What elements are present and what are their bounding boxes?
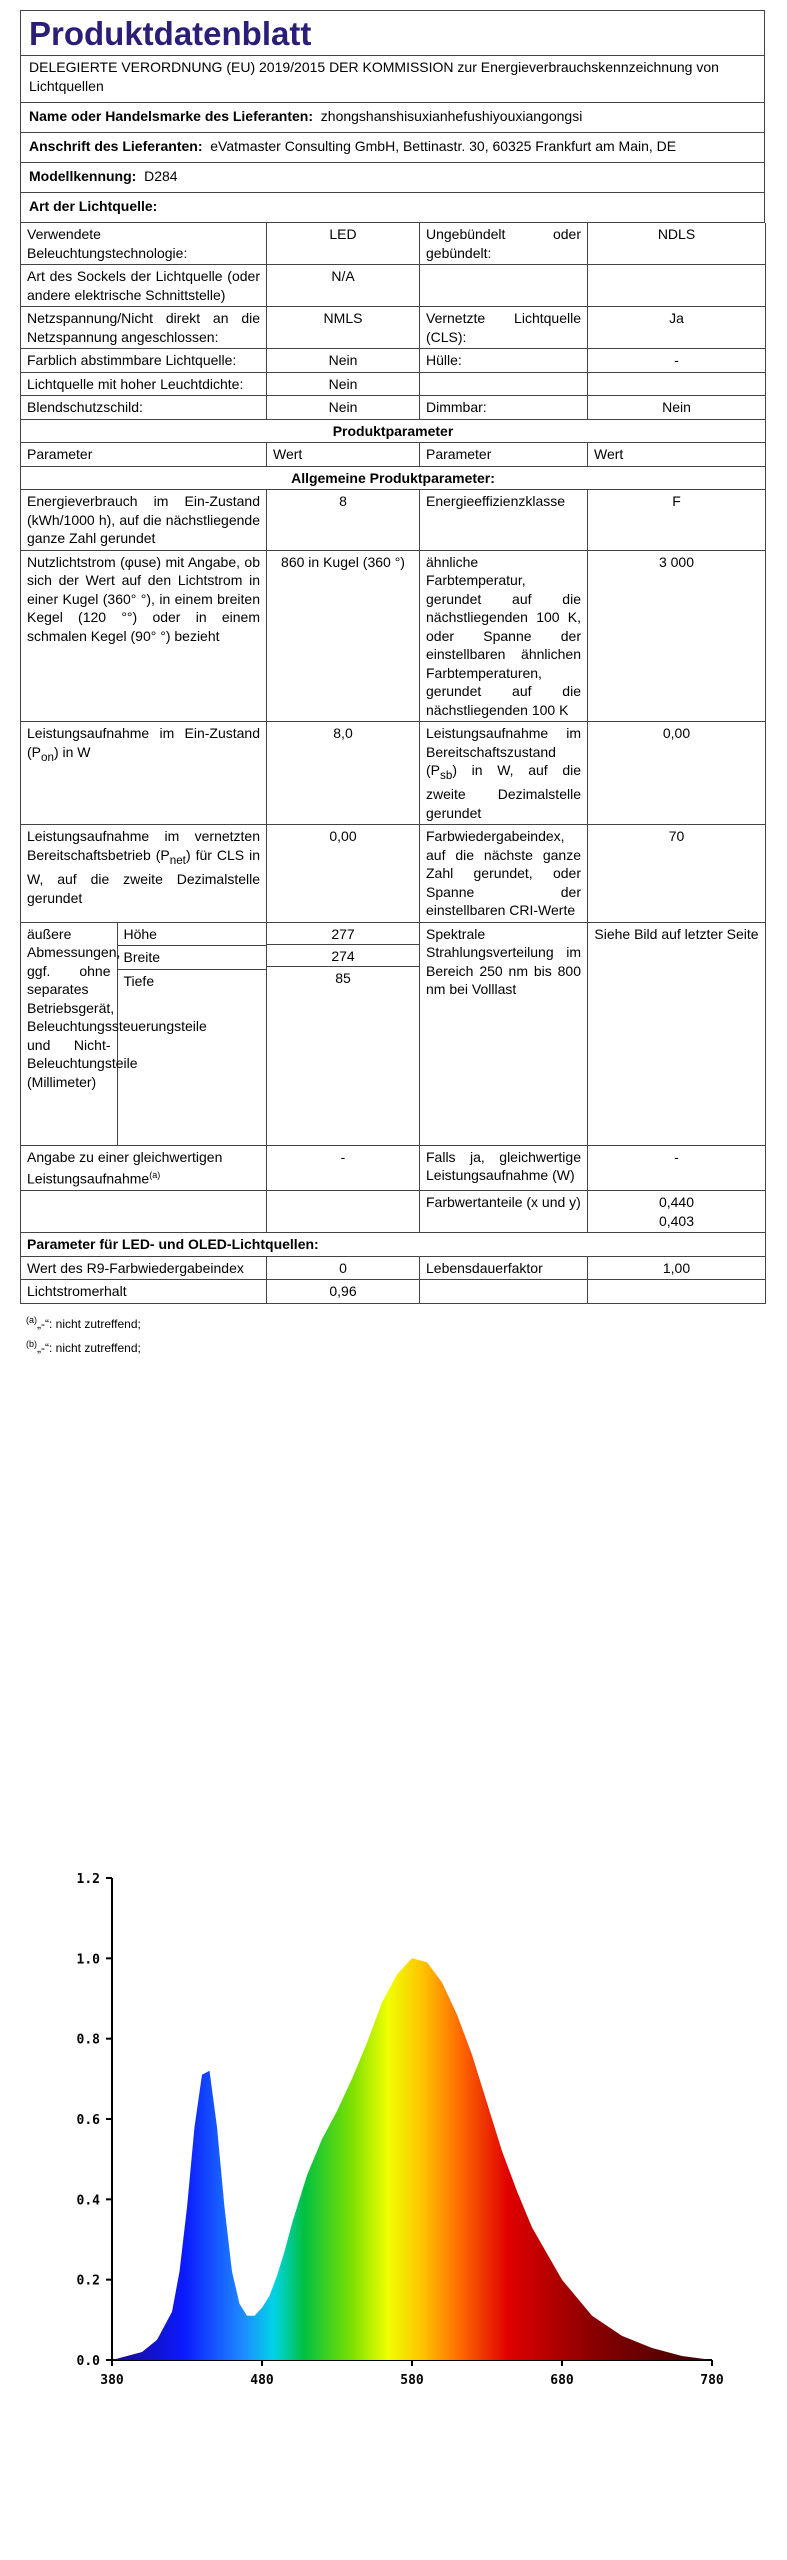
param-label	[420, 722, 588, 825]
param-label: Falls ja, gleichwertige Leistungsaufnahme (W)	[420, 1145, 588, 1191]
product-datasheet	[20, 10, 765, 1358]
height-value: 277	[267, 923, 419, 945]
y-tick-label: 0.4	[76, 2193, 100, 2209]
param-label: Blendschutzschild:	[21, 396, 267, 420]
param-value: Ja	[588, 307, 766, 349]
table-row	[21, 265, 766, 307]
param-label: Netzspannung/Nicht direkt an die Netzspannung angeschlossen:	[21, 307, 267, 349]
param-value: Nein	[588, 396, 766, 420]
lightsource-section-heading	[20, 193, 765, 223]
empty-cell	[588, 1280, 766, 1304]
param-label: Energieverbrauch im Ein-Zustand (kWh/1000 h), auf die nächstliegende ganze Zahl gerundet	[21, 490, 267, 551]
param-value: 0	[267, 1256, 420, 1280]
param-value: 0,96	[267, 1280, 420, 1304]
label-part: ) für CLS in W, auf die zweite Dezimalstelle gerundet	[27, 846, 260, 906]
spectrum-svg	[20, 1820, 765, 2540]
footnote-a	[26, 1310, 765, 1334]
spectrum-chart	[20, 1820, 765, 2540]
footnote-marker: (a)	[26, 1314, 37, 1325]
column-header: Wert	[267, 443, 420, 467]
param-value: 0,00	[588, 722, 766, 825]
table-row	[21, 490, 766, 551]
label-subscript: on	[41, 750, 54, 764]
table-row	[21, 307, 766, 349]
height-label: Höhe	[117, 923, 266, 946]
param-value: F	[588, 490, 766, 551]
footnote-marker: (b)	[26, 1338, 37, 1349]
param-value: 3 000	[588, 550, 766, 722]
footnote-text: „-“: nicht zutreffend;	[37, 1316, 141, 1331]
led-section-heading: Parameter für LED- und OLED-Lichtquellen:	[21, 1233, 766, 1257]
empty-cell	[588, 372, 766, 396]
empty-cell	[21, 1191, 267, 1233]
table-row	[21, 349, 766, 373]
supplier-address-value: eVatmaster Consulting GmbH, Bettinastr. 30, 60325 Frankfurt am Main, DE	[210, 138, 677, 154]
table-row	[21, 396, 766, 420]
x-tick-label: 380	[100, 2373, 124, 2388]
column-header: Wert	[588, 443, 766, 467]
model-value: D284	[144, 168, 178, 184]
param-value: Siehe Bild auf letzter Seite	[588, 922, 766, 1145]
table-row	[21, 550, 766, 722]
param-label: Nutzlichtstrom (φuse) mit Angabe, ob sich der Wert auf den Lichtstrom in einer Kugel (360° °), in einem breiten Kegel (120 °°) oder in einem schmalen Kegel (90° °) bezieht	[21, 550, 267, 722]
param-label: ähnliche Farbtemperatur, gerundet auf die nächstliegenden 100 K, oder Spanne der einstellbaren ähnlichen Farbtemperaturen, gerundet auf die nächstliegenden 100 K	[420, 550, 588, 722]
table-row	[21, 1256, 766, 1280]
param-value: 860 in Kugel (360 °)	[267, 550, 420, 722]
param-value: 0,00	[267, 825, 420, 923]
footnote-b	[26, 1334, 765, 1358]
dimensions-cell	[21, 922, 267, 1145]
table-header-row	[21, 443, 766, 467]
table-row	[21, 922, 766, 1145]
supplier-address-row	[20, 133, 765, 163]
footnotes	[20, 1304, 765, 1358]
param-label: Hülle:	[420, 349, 588, 373]
y-tick-label: 0.2	[76, 2273, 100, 2289]
empty-cell	[420, 1280, 588, 1304]
empty-cell	[420, 265, 588, 307]
label-subscript: net	[169, 853, 186, 867]
table-row	[21, 1145, 766, 1191]
supplier-name-row	[20, 103, 765, 133]
table-row	[21, 1233, 766, 1257]
param-value: 8	[267, 490, 420, 551]
table-row	[21, 419, 766, 443]
depth-value: 85	[335, 969, 351, 986]
page-title: Produktdatenblatt	[20, 10, 765, 56]
footnote-ref: (a)	[149, 1170, 161, 1181]
param-value: -	[588, 349, 766, 373]
param-value: N/A	[267, 265, 420, 307]
param-label: Spektrale Strahlungsverteilung im Bereich 250 nm bis 800 nm bei Volllast	[420, 922, 588, 1145]
param-value: Nein	[267, 396, 420, 420]
label-subscript: sb	[440, 768, 453, 782]
param-label	[21, 722, 267, 825]
params-section-heading: Produktparameter	[21, 419, 766, 443]
table-row	[21, 1191, 766, 1233]
param-label: Verwendete Beleuchtungstechnologie:	[21, 223, 267, 265]
width-value: 274	[267, 945, 419, 967]
param-label: Wert des R9-Farbwiedergabeindex	[21, 1256, 267, 1280]
param-label: Ungebündelt oder gebündelt:	[420, 223, 588, 265]
param-label: Lichtquelle mit hoher Leuchtdichte:	[21, 372, 267, 396]
model-row	[20, 163, 765, 193]
label-part: ) in W, auf die zweite Dezimalstelle gerundet	[426, 762, 581, 821]
column-header: Parameter	[420, 443, 588, 467]
param-label: Dimmbar:	[420, 396, 588, 420]
empty-cell	[588, 265, 766, 307]
param-value	[588, 1191, 766, 1233]
table-row	[21, 372, 766, 396]
chroma-y: 0,403	[658, 1212, 695, 1229]
param-value: -	[267, 1145, 420, 1191]
empty-cell	[267, 1191, 420, 1233]
depth-label: Tiefe	[123, 972, 155, 989]
x-tick-label: 680	[550, 2373, 574, 2388]
table-row	[21, 722, 766, 825]
param-label: Art des Sockels der Lichtquelle (oder andere elektrische Schnittstelle)	[21, 265, 267, 307]
param-label: Farblich abstimmbare Lichtquelle:	[21, 349, 267, 373]
supplier-name-label: Name oder Handelsmarke des Lieferanten:	[29, 108, 313, 124]
supplier-address-label: Anschrift des Lieferanten:	[29, 138, 203, 154]
column-header: Parameter	[21, 443, 267, 467]
label-part: Leistungsaufnahme im vernetzten Bereitschaftsbetrieb (P	[27, 828, 260, 863]
regulation-text: DELEGIERTE VERORDNUNG (EU) 2019/2015 DER KOMMISSION zur Energieverbrauchskennzeichnung von Lichtquellen	[20, 56, 765, 103]
lightsource-section-label: Art der Lichtquelle:	[29, 198, 158, 214]
chroma-x: 0,440	[658, 1194, 695, 1211]
param-label: Energieeffizienzklasse	[420, 490, 588, 551]
label-part: Leistungsaufnahme im Ein-Zustand (P	[27, 725, 260, 760]
y-tick-label: 0.6	[76, 2113, 100, 2128]
table-row	[21, 223, 766, 265]
param-label: Farbwiedergabeindex, auf die nächste ganze Zahl gerundet, oder Spanne der einstellbaren CRI-Werte	[420, 825, 588, 923]
footnote-text: „-“: nicht zutreffend;	[37, 1340, 141, 1355]
y-tick-label: 1.2	[76, 1872, 100, 1887]
param-label	[21, 1145, 267, 1191]
param-value: LED	[267, 223, 420, 265]
label-part: ) in W	[53, 743, 91, 760]
y-tick-label: 0.8	[76, 2032, 100, 2048]
supplier-name-value: zhongshanshisuxianhefushiyouxiangongsi	[320, 108, 583, 124]
table-row	[21, 1280, 766, 1304]
x-tick-label: 780	[700, 2373, 724, 2388]
width-label: Breite	[117, 946, 266, 970]
label-part: Leistungsaufnahme im Bereitschaftszustand (P	[426, 725, 581, 778]
spectrum-area	[112, 1958, 712, 2360]
table-row	[21, 825, 766, 923]
general-params-heading: Allgemeine Produktparameter:	[21, 466, 766, 490]
x-tick-label: 580	[400, 2373, 424, 2388]
param-value: 8,0	[267, 722, 420, 825]
param-value: NDLS	[588, 223, 766, 265]
dimensions-label: äußere Abmessungen, ggf. ohne separates Betriebsgerät, Beleuchtungssteuerungsteile und Nicht-Beleuchtungsteile (Millimeter)	[21, 923, 117, 1145]
param-value: Nein	[267, 372, 420, 396]
param-label: Lebensdauerfaktor	[420, 1256, 588, 1280]
dimensions-values	[267, 922, 420, 1145]
dimensions-subtable	[21, 923, 266, 1145]
lightsource-table	[20, 223, 766, 1304]
table-row	[21, 466, 766, 490]
param-label: Vernetzte Lichtquelle (CLS):	[420, 307, 588, 349]
param-label: Farbwertanteile (x und y)	[420, 1191, 588, 1233]
param-value: -	[588, 1145, 766, 1191]
y-tick-label: 1.0	[76, 1952, 100, 1968]
param-value: 70	[588, 825, 766, 923]
model-label: Modellkennung:	[29, 168, 137, 184]
x-tick-label: 480	[250, 2373, 274, 2388]
param-label	[21, 825, 267, 923]
label-part: Angabe zu einer gleichwertigen Leistungsaufnahme	[27, 1148, 223, 1187]
param-value: 1,00	[588, 1256, 766, 1280]
param-value: Nein	[267, 349, 420, 373]
empty-cell	[420, 372, 588, 396]
y-tick-label: 0.0	[76, 2354, 100, 2369]
param-value: NMLS	[267, 307, 420, 349]
param-label: Lichtstromerhalt	[21, 1280, 267, 1304]
